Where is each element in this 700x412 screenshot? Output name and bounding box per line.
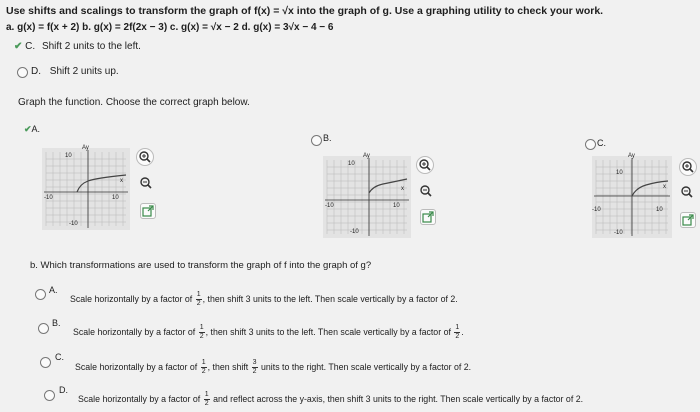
option-d-row[interactable] bbox=[31, 66, 119, 77]
graph-prompt: Graph the function. Choose the correct graph below. bbox=[18, 97, 250, 108]
fraction bbox=[199, 324, 205, 341]
fraction-denominator: 2 bbox=[201, 368, 206, 375]
part-b-prompt: b. Which transformations are used to transform the graph of f into the graph of g? bbox=[30, 260, 372, 271]
x-min-label: -10 bbox=[325, 203, 334, 209]
question-text: Use shifts and scalings to transform the graph of f(x) = bbox=[6, 5, 283, 17]
graph-option-a-label[interactable] bbox=[24, 124, 40, 135]
graph-b-plot bbox=[323, 156, 411, 238]
graph-c[interactable] bbox=[592, 153, 672, 238]
fraction-numerator: 1 bbox=[196, 291, 201, 298]
option-text: and reflect across the y-axis, then shift 3 units to the right. Then scale vertically by a factor of 2. bbox=[213, 393, 584, 404]
option-letter: A. bbox=[31, 124, 41, 134]
y-axis-label: Ay bbox=[628, 153, 635, 159]
option-text: Scale horizontally by a factor of bbox=[75, 361, 198, 372]
radio-option-d[interactable] bbox=[17, 67, 28, 78]
fraction bbox=[454, 324, 460, 341]
part-b-option-a-text[interactable] bbox=[70, 291, 458, 308]
option-letter: A. bbox=[49, 285, 58, 295]
option-text: Shift 2 units up. bbox=[49, 66, 119, 77]
fraction-numerator: 1 bbox=[204, 391, 209, 398]
radio-part-b-b[interactable] bbox=[38, 323, 49, 334]
y-max-label: 10 bbox=[616, 170, 623, 176]
fraction-denominator: 2 bbox=[455, 333, 460, 340]
option-text: units to the right. Then scale vertically by a factor of 2. bbox=[261, 361, 472, 372]
expand-icon[interactable] bbox=[140, 203, 156, 219]
x-min-label: -10 bbox=[44, 195, 53, 201]
part-b-option-b-text[interactable] bbox=[73, 324, 464, 341]
option-text: , then shift 3 units to the left. Then scale vertically by a factor of 2. bbox=[202, 293, 458, 304]
fraction-denominator: 2 bbox=[199, 333, 204, 340]
graph-option-b-label: B. bbox=[323, 133, 332, 143]
zoom-in-icon[interactable] bbox=[416, 156, 434, 174]
graph-c-plot bbox=[592, 156, 672, 238]
graph-option-c-label: C. bbox=[597, 138, 606, 148]
y-min-label: -10 bbox=[614, 230, 623, 236]
option-text: Scale horizontally by a factor of bbox=[70, 293, 193, 304]
y-axis-label: Ay bbox=[82, 145, 89, 151]
zoom-out-icon[interactable] bbox=[138, 175, 154, 191]
option-text: , then shift 3 units to the left. Then scale vertically by a factor of bbox=[205, 326, 451, 337]
y-min-label: -10 bbox=[69, 221, 78, 227]
option-c-row[interactable] bbox=[14, 41, 141, 52]
x-axis-label: x bbox=[120, 178, 123, 184]
x-min-label: -10 bbox=[592, 207, 601, 213]
radio-graph-b[interactable] bbox=[311, 135, 322, 146]
fraction-numerator: 1 bbox=[201, 359, 206, 366]
radio-part-b-d[interactable] bbox=[44, 390, 55, 401]
check-icon: ✔ bbox=[24, 124, 32, 134]
option-text: Shift 2 units to the left. bbox=[41, 41, 141, 52]
question-line-1 bbox=[6, 5, 603, 17]
radio-part-b-a[interactable] bbox=[35, 289, 46, 300]
option-text: . bbox=[461, 326, 464, 337]
x-max-label: 10 bbox=[112, 195, 119, 201]
fraction-numerator: 1 bbox=[455, 324, 460, 331]
fraction-denominator: 2 bbox=[252, 368, 257, 375]
option-text: Scale horizontally by a factor of bbox=[73, 326, 196, 337]
option-letter: C. bbox=[25, 41, 36, 52]
option-letter: D. bbox=[59, 385, 68, 395]
y-max-label: 10 bbox=[65, 153, 72, 159]
fraction-numerator: 1 bbox=[199, 324, 204, 331]
zoom-out-icon[interactable] bbox=[418, 183, 434, 199]
option-text: Scale horizontally by a factor of bbox=[78, 393, 201, 404]
zoom-in-icon[interactable] bbox=[679, 158, 697, 176]
part-b-option-d-text[interactable] bbox=[78, 391, 583, 408]
expand-icon[interactable] bbox=[680, 212, 696, 228]
y-max-label: 10 bbox=[348, 161, 355, 167]
fraction-numerator: 3 bbox=[252, 359, 257, 366]
zoom-in-icon[interactable] bbox=[136, 148, 154, 166]
x-axis-label: x bbox=[401, 186, 404, 192]
part-b-option-c-text[interactable] bbox=[75, 359, 471, 376]
graph-b[interactable] bbox=[323, 153, 411, 238]
sqrt-expression: √x bbox=[282, 5, 294, 17]
question-text-tail: into the graph of g. Use a graphing utility to check your work. bbox=[293, 5, 604, 17]
x-max-label: 10 bbox=[656, 207, 663, 213]
fraction-denominator: 2 bbox=[204, 400, 209, 407]
option-letter: D. bbox=[31, 66, 41, 77]
radio-part-b-c[interactable] bbox=[40, 357, 51, 368]
graph-a[interactable] bbox=[42, 145, 130, 230]
check-icon: ✔ bbox=[14, 41, 23, 52]
expand-icon[interactable] bbox=[420, 209, 436, 225]
graph-a-plot bbox=[42, 148, 130, 230]
x-max-label: 10 bbox=[393, 203, 400, 209]
fraction bbox=[196, 291, 202, 308]
option-letter: B. bbox=[52, 318, 61, 328]
fraction-denominator: 2 bbox=[196, 300, 201, 307]
option-text: , then shift bbox=[207, 361, 249, 372]
fraction bbox=[201, 359, 207, 376]
question-line-2: a. g(x) = f(x + 2) b. g(x) = 2f(2x − 3) c. g(x) = √x − 2 d. g(x) = 3√x − 4 − 6 bbox=[6, 22, 334, 33]
y-min-label: -10 bbox=[350, 229, 359, 235]
zoom-out-icon[interactable] bbox=[679, 184, 695, 200]
option-letter: C. bbox=[55, 352, 64, 362]
y-axis-label: Ay bbox=[363, 153, 370, 159]
fraction bbox=[252, 359, 258, 376]
radio-graph-c[interactable] bbox=[585, 139, 596, 150]
x-axis-label: x bbox=[663, 184, 666, 190]
fraction bbox=[204, 391, 210, 408]
